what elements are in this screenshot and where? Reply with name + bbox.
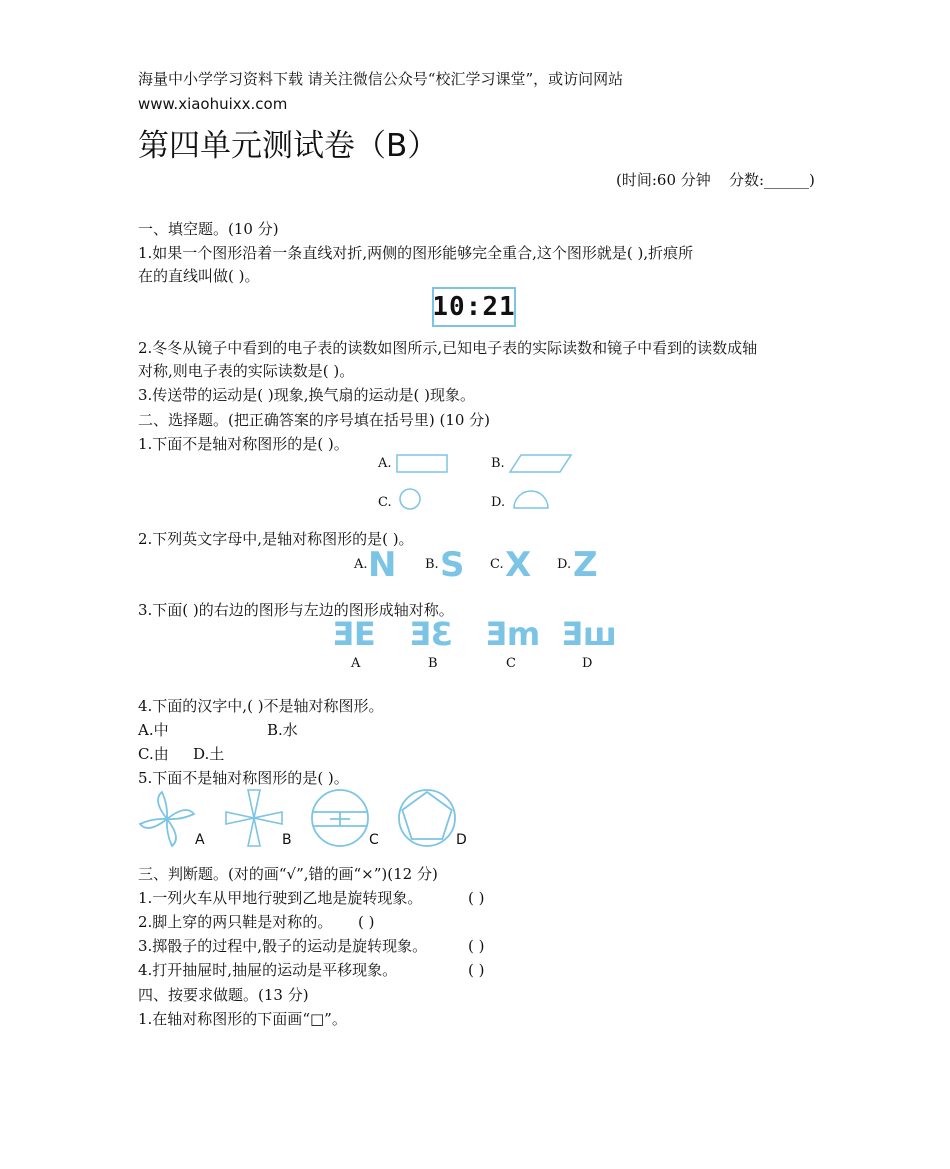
digital-clock-figure [432,287,516,327]
parallelogram-shape [509,454,573,474]
s1-q1-line2: 在的直线叫做( )。 [138,267,260,285]
letter-z: Z [573,545,598,585]
s2-q5-label-d: D [456,832,467,848]
s3-item-3: 3.掷骰子的过程中,骰子的运动是旋转现象。 [138,937,428,955]
section-3-heading: 三、判断题。(对的画“√”,错的画“×”)(12 分) [138,865,438,883]
s2-q3-label-c: C [506,656,516,671]
s3-item-2: 2.脚上穿的两只鞋是对称的。 [138,913,333,931]
exam-time: (时间:60 分钟 [616,171,711,189]
letter-x: X [505,545,532,585]
s2-q2-option-a-label: A. [354,557,368,572]
s2-q5-label-b: B [282,832,292,848]
pentagon-in-circle-figure [397,788,457,848]
s1-q2-line2: 对称,则电子表的实际读数是( )。 [138,362,355,380]
clock-reading: 10:21 [432,292,516,322]
s1-q3: 3.传送带的运动是( )现象,换气扇的运动是( )现象。 [138,386,476,404]
s1-q1-line1: 1.如果一个图形沿着一条直线对折,两侧的图形能够完全重合,这个图形就是( ),折痕所 [138,244,694,262]
s2-q4-option-c: C.由 [138,745,169,763]
rectangle-shape [396,454,448,474]
exam-score: 分数:______) [729,171,815,189]
s1-q2-line1: 2.冬冬从镜子中看到的电子表的读数如图所示,已知电子表的实际读数和镜子中看到的读数成轴 [138,339,758,357]
s2-q1-option-b-label: B. [491,456,505,471]
s3-item-3-blank: ( ) [468,937,485,955]
bowtie-cross-figure [225,788,283,848]
s2-q3-label-d: D [582,656,593,671]
semicircle-shape [513,489,551,511]
pinwheel-figure [138,790,196,848]
s2-q3-label-b: B [428,656,438,671]
s2-q3: 3.下面( )的右边的图形与左边的图形成轴对称。 [138,601,454,619]
s3-item-1: 1.一列火车从甲地行驶到乙地是旋转现象。 [138,889,423,907]
circle-shape [399,488,423,512]
s2-q2-option-b-label: B. [425,557,439,572]
header-website: www.xiaohuixx.com [138,95,288,113]
s2-q2: 2.下列英文字母中,是轴对称图形的是( )。 [138,530,414,548]
s3-item-4-blank: ( ) [468,961,485,979]
s2-q4-option-a: A.中 [138,721,169,739]
page-title: 第四单元测试卷（B） [138,128,439,164]
s2-q5-label-c: C [369,832,379,848]
s2-q1: 1.下面不是轴对称图形的是( )。 [138,435,349,453]
s2-q1-option-d-label: D. [491,495,506,510]
circle-with-symbol-figure [310,788,370,848]
mirror-pair-b: ƎƐ [409,615,454,653]
section-4-heading: 四、按要求做题。(13 分) [138,986,309,1004]
section-2-heading: 二、选择题。(把正确答案的序号填在括号里) (10 分) [138,411,491,429]
s2-q2-option-d-label: D. [557,557,572,572]
s2-q5-label-a: A [195,832,205,848]
s2-q4-option-b: B.水 [267,721,298,739]
s4-q1: 1.在轴对称图形的下面画“□”。 [138,1010,347,1028]
letter-n: N [368,545,397,585]
s2-q2-option-c-label: C. [490,557,504,572]
mirror-pair-a: ƎE [332,615,376,653]
mirror-pair-d: Ǝш [561,615,617,653]
s2-q3-label-a: A [351,656,361,671]
section-1-heading: 一、填空题。(10 分) [138,220,279,238]
s2-q4: 4.下面的汉字中,( )不是轴对称图形。 [138,697,384,715]
letter-s: S [440,545,465,585]
s3-item-2-blank: ( ) [358,913,375,931]
s2-q5: 5.下面不是轴对称图形的是( )。 [138,769,349,787]
s2-q1-option-a-label: A. [378,456,392,471]
s2-q4-option-d: D.土 [193,745,225,763]
header-notice: 海量中小学学习资料下载 请关注微信公众号“校汇学习课堂”，或访问网站 [138,70,624,88]
s3-item-1-blank: ( ) [468,889,485,907]
s2-q1-option-c-label: C. [378,495,392,510]
s3-item-4: 4.打开抽屉时,抽屉的运动是平移现象。 [138,961,398,979]
mirror-pair-c: Ǝm [485,615,541,653]
